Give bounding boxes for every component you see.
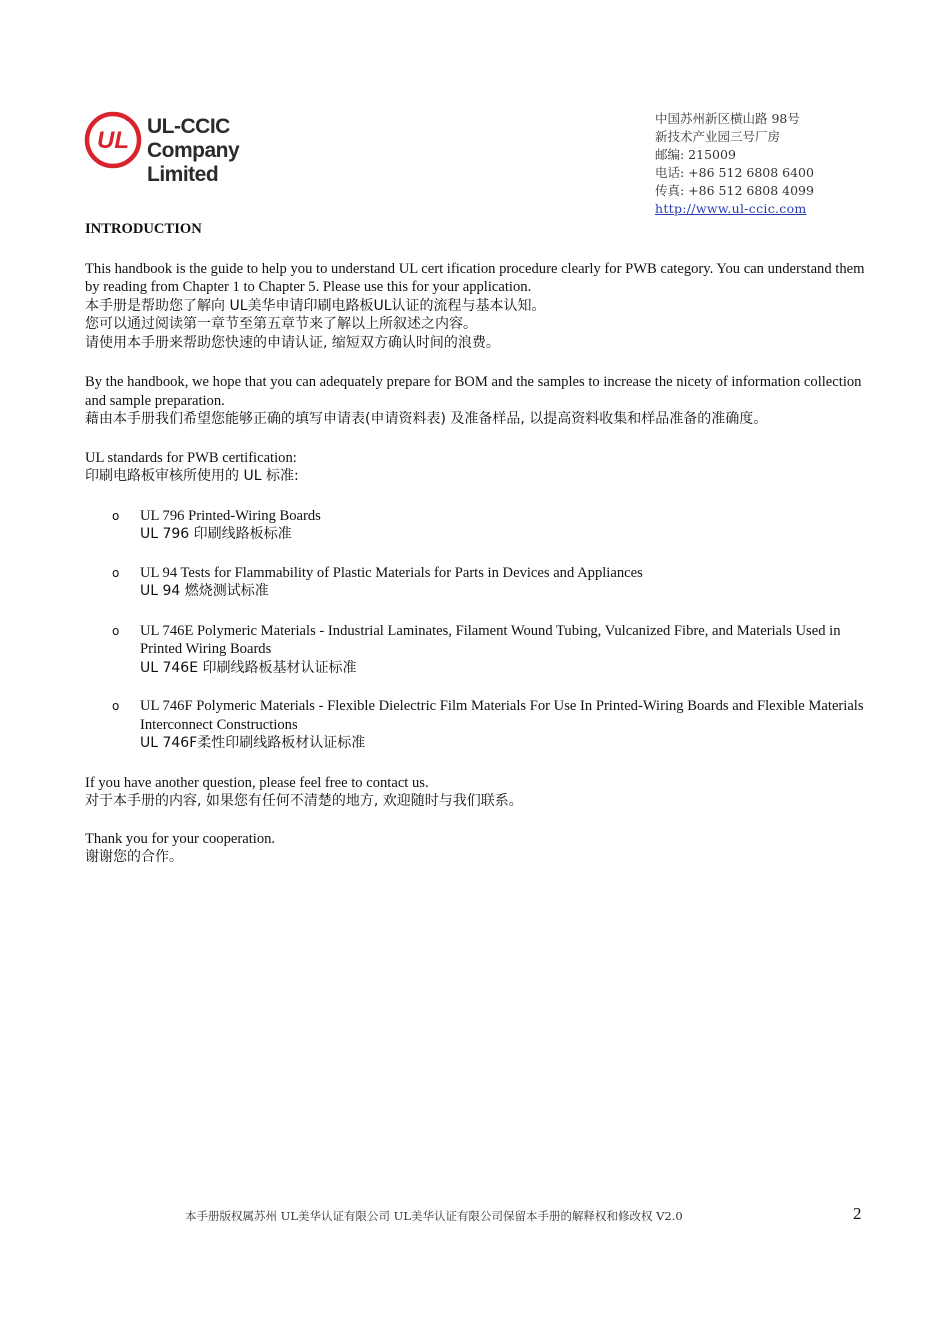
page-number: 2 [853,1204,862,1223]
standards-intro-cn: 印刷电路板审核所使用的 UL 标准: [85,468,299,484]
thanks-cn-line: 谢谢您的合作。 [85,849,183,865]
thanks-paragraph: Thank you for your cooperation. [85,830,276,847]
address-line: 中国苏州新区横山路 98号 [655,111,800,126]
standard-title: UL 746F Polymeric Materials - Flexible Dielectric Film Materials For Use In Printed-Wiring Boards and Flexible Materials Interconnect Constructions [140,698,864,733]
logo-line-2: Company Limited [147,139,240,186]
intro-cn-line: 请使用本手册来帮助您快速的申请认证, 缩短双方确认时间的浪费。 [85,334,500,351]
phone-line: 电话: +86 512 6808 6400 [655,165,814,180]
intro-paragraph: This handbook is the guide to help you to understand UL cert ification procedure clearly for PWB category. You can understand them by reading from Chapter 1 to Chapter 5. Please use this for your application. [85,260,865,295]
list-item [85,622,865,678]
list-item [85,564,865,601]
address-line: 新技术产业园三号厂房 [655,129,781,144]
standard-title-cn: UL 94 燃烧测试标准 [140,583,269,599]
section-heading: INTRODUCTION [85,221,202,237]
standards-list [85,507,865,753]
bullet-icon: o [112,508,120,523]
contact-paragraph: If you have another question, please feel free to contact us. [85,774,429,791]
logo-line-1: UL-CCIC [147,115,230,138]
website-link[interactable]: http://www.ul-ccic.com [655,201,807,216]
prep-paragraph: By the handbook, we hope that you can adequately prepare for BOM and the samples to increase the nicety of information collection and sample preparation. [85,374,862,409]
prep-cn-line: 藉由本手册我们希望您能够正确的填写申请表(申请资料表) 及准备样品, 以提高资料收集和样品准备的准确度。 [85,411,768,427]
bullet-icon: o [112,565,120,580]
bullet-icon: o [112,699,120,713]
bullet-icon: o [112,623,120,638]
ul-logo-mark: UL [97,127,129,154]
list-item [85,697,865,753]
standard-title: UL 94 Tests for Flammability of Plastic Materials for Parts in Devices and Appliances [140,564,643,581]
list-item [85,507,865,544]
page-content [85,220,865,867]
ul-logo-icon [84,111,142,169]
fax-line: 传真: +86 512 6808 4099 [655,183,814,198]
standard-title-cn: UL 746E 印刷线路板基材认证标准 [140,659,357,676]
standard-title-cn: UL 796 印刷线路板标准 [140,526,292,542]
standard-title: UL 746E Polymeric Materials - Industrial Laminates, Filament Wound Tubing, Vulcanized Fibre, and Materials Used in Printed Wiring Boards [140,622,841,657]
company-logo [84,111,314,186]
contact-cn-line: 对于本手册的内容, 如果您有任何不清楚的地方, 欢迎随时与我们联系。 [85,793,523,809]
standard-title: UL 796 Printed-Wiring Boards [140,507,321,524]
copyright-notice: 本手册版权属苏州 UL美华认证有限公司 UL美华认证有限公司保留本手册的解释权和修改权 V2.0 [185,1209,683,1223]
intro-cn-line: 您可以通过阅读第一章节至第五章节来了解以上所叙述之内容。 [85,316,477,332]
intro-cn-line: 本手册是帮助您了解向 UL美华申请印刷电路板UL认证的流程与基本认知。 [85,297,546,314]
postcode-line: 邮编: 215009 [655,147,736,162]
standards-intro: UL standards for PWB certification: [85,449,297,466]
address-block [655,110,814,218]
standard-title-cn: UL 746F柔性印刷线路板材认证标准 [140,735,366,751]
